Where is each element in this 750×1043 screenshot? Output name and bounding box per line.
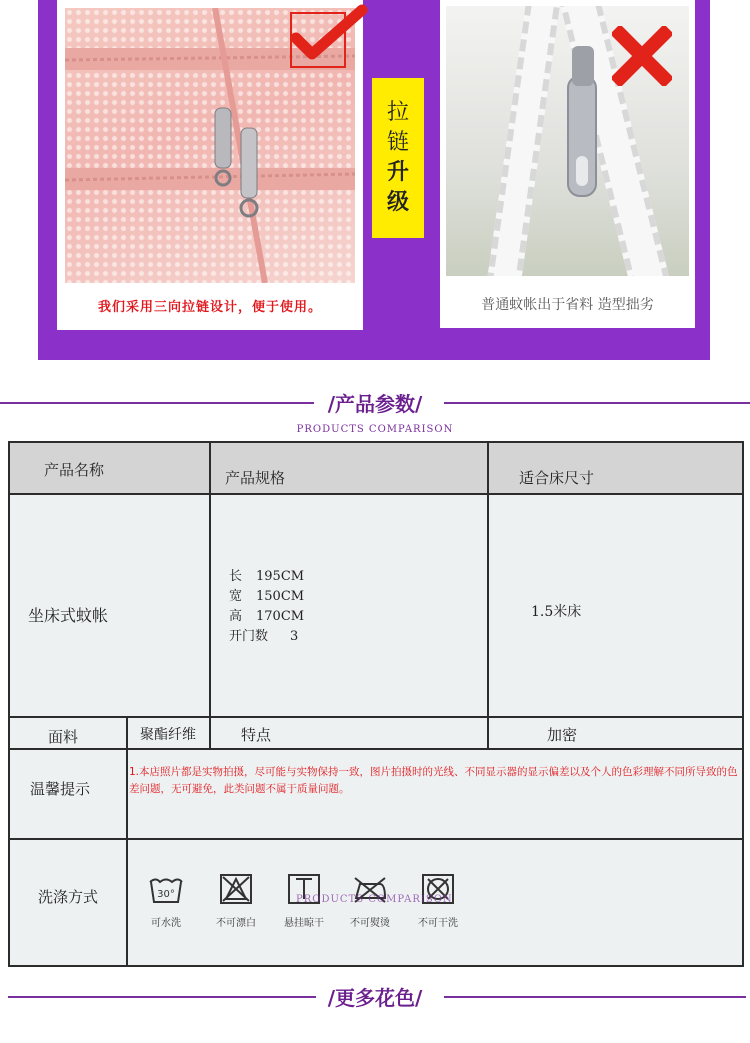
product-name-cell	[10, 495, 209, 716]
wash-icons-cell	[128, 840, 742, 965]
notice-text: 1.本店照片都是实物拍摄，尽可能与实物保持一致，图片拍摄时的光线、不同显示器的显示偏差以及个人的色彩理解不同所导致的色差问题，无可避免，此类问题不属于质量问题。	[129, 766, 738, 795]
zipper-upgrade-tag	[372, 78, 424, 238]
wash-label: 洗涤方式	[38, 888, 99, 906]
spec-row: 长 195CM	[229, 569, 305, 584]
wash-icon-label: 不可熨烫	[350, 918, 390, 929]
fabric-value: 聚酯纤维	[140, 727, 196, 743]
spec-table	[8, 441, 744, 967]
notice-label: 温馨提示	[30, 780, 91, 798]
more-colors-heading	[0, 980, 750, 1020]
fabric-label-cell	[10, 718, 126, 748]
section-title: /产品参数/	[327, 392, 423, 416]
notice-text-cell	[128, 750, 742, 838]
header-name: 产品名称	[44, 461, 105, 479]
upgrade-char-4: 级	[386, 190, 409, 215]
header-bed: 适合床尺寸	[519, 469, 595, 487]
bed-size: 1.5米床	[531, 604, 582, 620]
check-mark-icon	[290, 12, 346, 68]
wash-icon-label: 可水洗	[151, 918, 181, 929]
section-title: /更多花色/	[327, 986, 423, 1010]
wash-30-icon	[140, 872, 192, 932]
wash-icon-label: 悬挂晾干	[284, 918, 324, 929]
wash-icon-label: 不可漂白	[216, 918, 256, 929]
feature-value: 加密	[547, 726, 578, 744]
header-spec: 产品规格	[225, 469, 286, 487]
bed-size-cell	[489, 495, 742, 716]
header-bed-cell	[489, 443, 742, 493]
wash-icon-label: 不可干洗	[418, 918, 458, 929]
product-name: 坐床式蚊帐	[28, 606, 109, 625]
fabric-label: 面料	[48, 728, 79, 746]
wash-label-cell	[10, 840, 126, 965]
spec-row: 开门数 3	[229, 629, 299, 644]
section-subtitle: PRODUCTS COMPARISON	[296, 424, 454, 435]
no-bleach-icon	[210, 872, 262, 932]
product-params-heading	[0, 386, 750, 426]
upgraded-zipper-caption: 我们采用三向拉链设计，便于使用。	[97, 300, 322, 315]
header-spec-cell	[211, 443, 487, 493]
notice-label-cell	[10, 750, 126, 838]
feature-value-cell	[489, 718, 742, 748]
fabric-value-cell	[128, 718, 209, 748]
upgrade-char-3: 升	[386, 160, 409, 185]
feature-label: 特点	[241, 726, 272, 744]
spec-row: 高 170CM	[229, 609, 305, 624]
feature-label-cell	[211, 718, 487, 748]
header-name-cell	[10, 443, 209, 493]
watermark-text: PRODUCTS COMPARISON	[296, 894, 453, 905]
x-mark-icon	[612, 26, 672, 86]
spec-row: 宽 150CM	[229, 589, 305, 604]
product-spec-cell	[211, 495, 487, 716]
upgrade-char-1: 拉	[386, 100, 409, 125]
spec-list	[229, 567, 304, 647]
svg-text:30°: 30°	[157, 889, 175, 900]
upgrade-char-2: 链	[386, 130, 409, 155]
ordinary-zipper-caption: 普通蚊帐出于省料 造型拙劣	[481, 297, 654, 313]
